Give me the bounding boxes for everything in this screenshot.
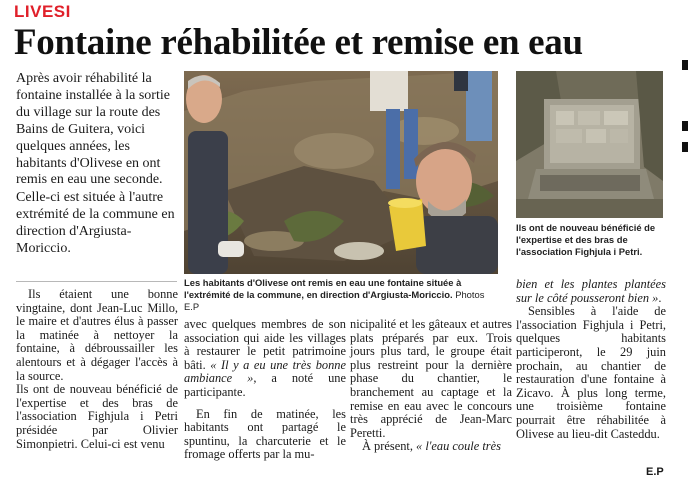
fountain-photo: [516, 71, 663, 218]
quote-text: bien et les plantes plantées sur le côté pousseront bien »: [516, 277, 666, 305]
main-photo-caption: [184, 277, 498, 313]
lead-divider: [16, 281, 177, 282]
lead-text-2: Celle-ci est située à l'autre extrémité de la commune en direction d'Argiusta-Moriccio.: [16, 190, 175, 257]
body-text: À présent,: [362, 439, 417, 454]
author-signature: E.P: [646, 466, 664, 478]
quote-text: « l'eau coule très: [416, 439, 501, 454]
body-paragraph: [516, 278, 666, 305]
quote-text: « Il y a eu une très bonne ambiance »: [184, 357, 346, 386]
body-paragraph: Ils ont de nouveau bénéficié de l'expertise et des bras de l'association Fighjula i Petri présidée par Olivier Simonpietri. Celui-ci est venu: [16, 382, 178, 451]
page-edge-mark: [682, 142, 688, 152]
page-edge-mark: [682, 60, 688, 70]
body-paragraph: Sensibles à l'aide de l'association Fighjula i Petri, quelques habitants participeront, le 29 juin prochain, au chantier de restauration d'une fontaine à Zicavo. À plus long terme, une troisième fontaine pourrait être réhabilitée à Olivese au lieu-dit Casteddu.: [516, 304, 666, 441]
main-caption-text: Les habitants d'Olivese ont remis en eau une fontaine située à l'extrémité de la commune, en direction d'Argiusta-Moriccio.: [184, 277, 462, 300]
headline: Fontaine réhabilitée et remise en eau: [14, 22, 583, 63]
lead-text-1: Après avoir réhabilité la fontaine installée à la sortie du village sur la route des Bains de Guitera, voici quelques années, les habitants d'Olivese en ont remis en eau une seconde.: [16, 71, 170, 188]
body-column-2: [184, 318, 346, 462]
main-photo: [184, 71, 498, 274]
photo-credit: Photos E.P: [184, 289, 485, 312]
section-kicker: LIVESI: [14, 2, 71, 21]
body-text: , a noté une participante.: [184, 371, 346, 399]
body-text: .: [658, 290, 662, 305]
lead-paragraph: [16, 71, 176, 258]
body-paragraph: En fin de matinée, les habitants ont partagé le spuntinu, la charcuterie et le fromage offerts par la mu-: [184, 406, 346, 462]
body-column-1: [16, 288, 178, 451]
main-photo-image: [184, 71, 498, 274]
body-paragraph: nicipalité et les gâteaux et autres plats préparés par eux. Trois jours plus tard, le groupe était plus restreint pour la dernière phase du chantier, le branchement au captage et la remise en eau avec le concours très apprécié de Jean-Marc Peretti.: [350, 317, 512, 440]
side-photo-caption: Ils ont de nouveau bénéficié de l'expertise et des bras de l'association Fighjula i Petri.: [516, 222, 656, 257]
body-column-3: [350, 318, 512, 454]
fountain-photo-image: [516, 71, 663, 218]
body-paragraph: [350, 440, 512, 454]
body-paragraph: [184, 318, 346, 400]
page-edge-mark: [682, 121, 688, 131]
body-column-4: [516, 278, 666, 441]
body-text: avec quelques membres de son association qui aide les villages à restaurer le petit patrimoine bâti.: [184, 317, 346, 372]
body-paragraph: Ils étaient une bonne vingtaine, dont Jean-Luc Millo, le maire et d'autres élus à passer la matinée à nettoyer la fontaine, à débroussailler les alentours et à dégager l'accès à la source.: [16, 287, 178, 383]
